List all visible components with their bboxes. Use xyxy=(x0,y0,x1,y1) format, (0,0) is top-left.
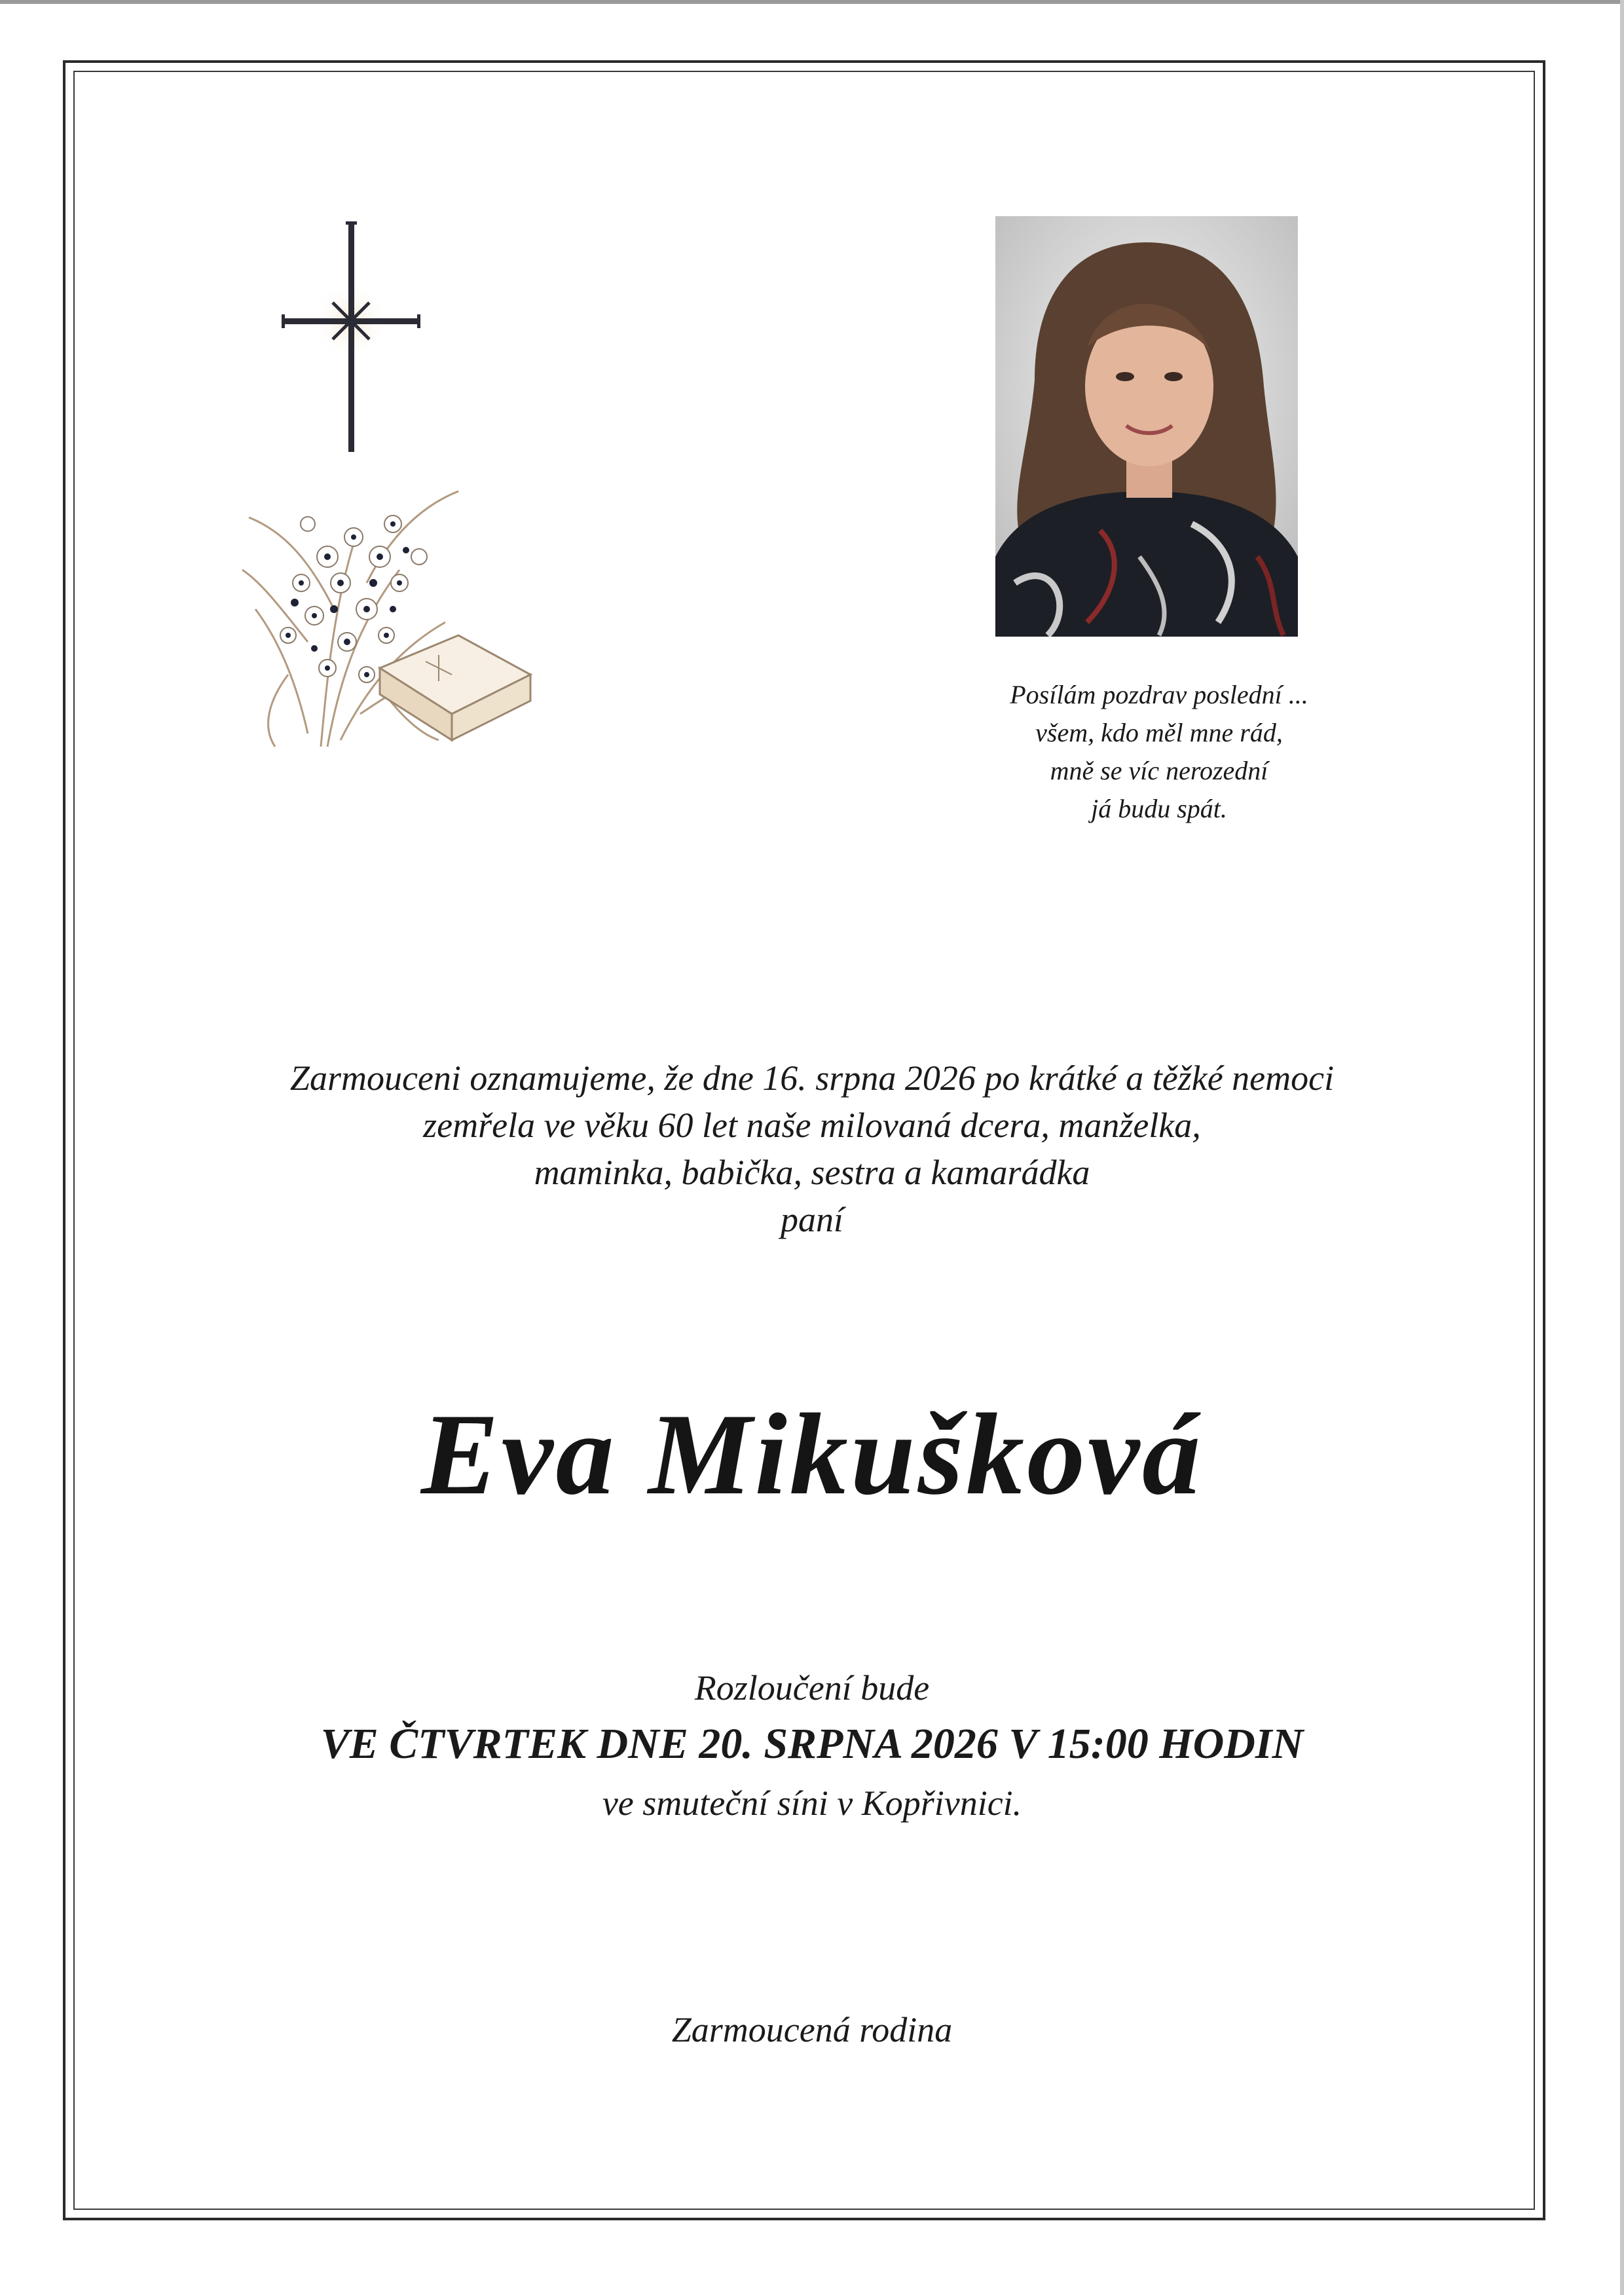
announcement-line: Zarmouceni oznamujeme, že dne 16. srpna 2026 po krátké a těžké nemoci xyxy=(289,1058,1335,1098)
announcement-block xyxy=(131,1054,1493,1243)
scan-edge-top xyxy=(0,0,1624,4)
family-signature: Zarmoucená rodina xyxy=(671,2010,953,2049)
deceased-name: Eva Mikušková xyxy=(420,1389,1204,1519)
poem-block xyxy=(904,676,1414,828)
book-icon xyxy=(380,635,530,740)
portrait-photo xyxy=(995,216,1298,637)
poem-line: mně se víc nerozední xyxy=(1050,756,1268,785)
farewell-place: ve smuteční síni v Kopřivnici. xyxy=(602,1783,1022,1823)
farewell-intro: Rozloučení bude xyxy=(694,1668,930,1707)
poem-line: Posílám pozdrav poslední ... xyxy=(1010,680,1308,709)
announcement-line: maminka, babička, sestra a kamarádka xyxy=(534,1153,1090,1192)
poem-line: všem, kdo měl mne rád, xyxy=(1035,718,1283,747)
announcement-line: zemřela ve věku 60 let naše milovaná dcera, manželka, xyxy=(423,1106,1201,1145)
farewell-datetime: VE ČTVRTEK DNE 20. SRPNA 2026 V 15:00 HODIN xyxy=(320,1720,1304,1768)
cross-icon xyxy=(282,221,420,452)
cross-flowers-emblem xyxy=(229,216,570,753)
poem-line: já budu spát. xyxy=(1091,794,1227,823)
scan-edge-right xyxy=(1620,0,1624,2295)
announcement-line: paní xyxy=(780,1200,843,1239)
